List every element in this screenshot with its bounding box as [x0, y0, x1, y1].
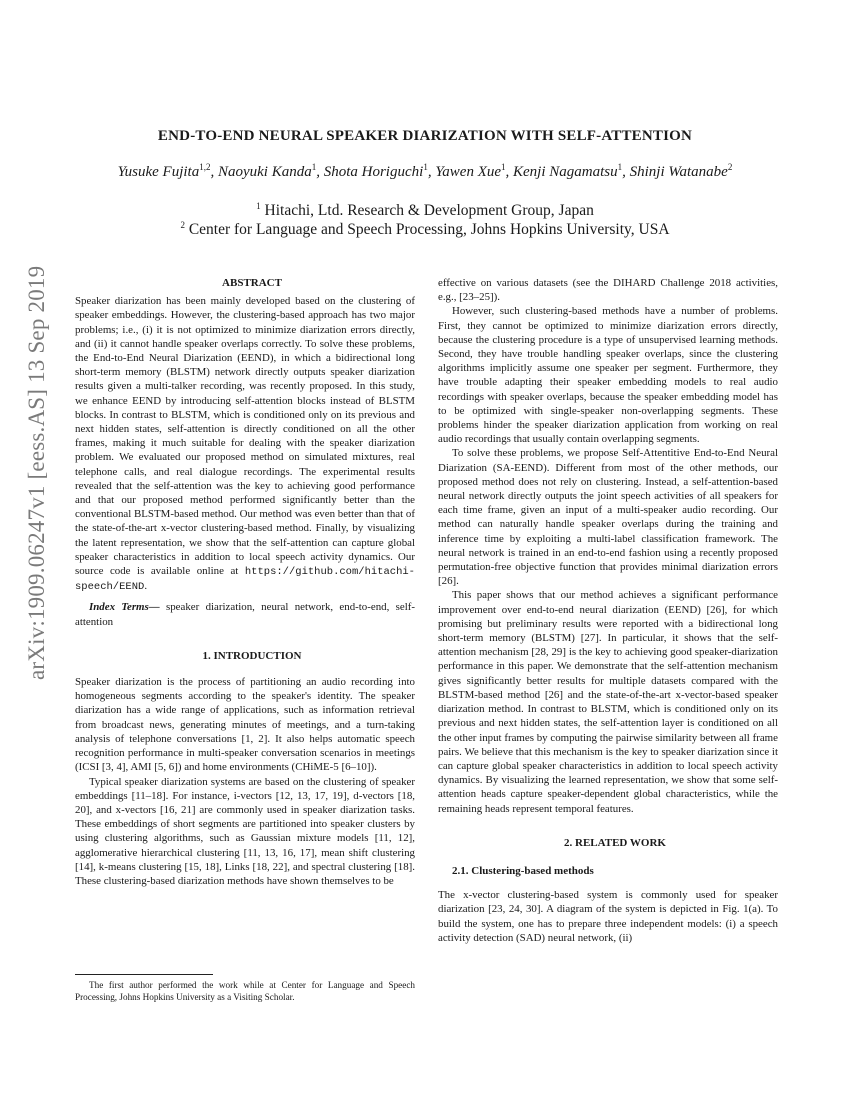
author-name: Shinji Watanabe: [629, 164, 728, 180]
affiliation-mark: 2: [180, 220, 185, 230]
author-affiliation-mark: 1: [501, 162, 506, 172]
source-code-link[interactable]: https://github.com/hitachi-speech/EEND: [75, 566, 415, 594]
related-work-paragraph: The x-vector clustering-based system is commonly used for speaker diarization [23, 24, 30]. A diagram of the system is depicted in Fig. 1(a). To build the system, one has to prepare three independent models: (i) a speech activity detection (SAD) neural network, (ii): [438, 889, 778, 944]
index-terms-label: Index Terms—: [89, 601, 160, 614]
footnote-rule: [75, 974, 213, 975]
index-terms-text: speaker diarization, neural network, end-to-end, self-attention: [75, 601, 415, 628]
body-paragraph: effective on various datasets (see the DIHARD Challenge 2018 activities, e.g., [23–25]).: [438, 277, 778, 304]
intro-paragraph: Typical speaker diarization systems are based on the clustering of speaker embeddings [11–18]. For instance, i-vectors [12, 13, 17, 19], d-vectors [18, 20], and x-vectors [16, 21] are commonly used in speaker diarization tasks. These embeddings of short segments are partitioned into speaker clusters by using clustering algorithms, such as Gaussian mixture models [11, 12], agglomerative hierarchical clustering [11, 13, 16, 17], mean shift clustering [14], k-means clustering [15, 18], Links [18, 22], and spectral clustering [18]. These clustering-based diarization methods have shown themselves to be: [75, 775, 415, 887]
affiliation-text: Hitachi, Ltd. Research & Development Group, Japan: [264, 202, 594, 219]
affiliation-text: Center for Language and Speech Processing, Johns Hopkins University, USA: [188, 221, 670, 238]
paper-title: END-TO-END NEURAL SPEAKER DIARIZATION WITH SELF-ATTENTION: [157, 128, 693, 144]
affiliation-2: [0, 221, 850, 239]
body-paragraph: To solve these problems, we propose Self-Attentitive End-to-End Neural Diarization (SA-EEND). Different from most of the other methods, our proposed method does not rely on clustering. Instead, a self-attention-based neural network directly outputs the joint speech activities of all speakers for each time frame, given an input of a multi-speaker audio recording. Our method can naturally handle speaker overlaps during the training and inference time by exploiting a multi-label classification framework. The neural network is trained in an end-to-end fashion using a recently proposed permutation-free objective function that provides minimal diarization errors [26].: [438, 447, 778, 588]
author-affiliation-mark: 1: [311, 162, 317, 172]
author-affiliation-mark: 1: [617, 162, 623, 172]
body-paragraph: However, such clustering-based methods have a number of problems. First, they cannot be optimized to minimize diarization errors directly, because the clustering procedure is a type of unsupervised learning methods. Second, they have trouble handling speaker overlaps, since the clustering algorithms implicitly assume one speaker per segment. Furthermore, they have trouble adapting their speaker embedding models to real audio recordings with speaker overlaps, because the speaker embedding model has to be optimized with single-speaker non-overlapping segments. These problems hinder the speaker diarization application from working on real audio recordings that usually contain overlapping segments.: [438, 305, 778, 446]
introduction-heading: 1. INTRODUCTION: [202, 649, 302, 662]
author-name: Kenji Nagamatsu: [513, 164, 618, 180]
author-list: Yusuke Fujita$^{1,2}$, Naoyuki Kanda$^1$, Shota Horiguchi$^1$, Yawen Xue$^1$, Kenji Nagamatsu$^1$, Shinji Watanabe$^2$: [117, 162, 733, 180]
index-terms: [75, 600, 415, 628]
author-affiliation-mark: 2: [727, 162, 733, 172]
left-column: [75, 276, 415, 888]
body-paragraph: This paper shows that our method achieves a significant performance improvement over end-to-end neural diarization (EEND) [26], for which promising but preliminary results were reported with a bidirectional long short-term memory (BLSTM) [27]. In particular, it shows that the self-attention mechanism [28, 29] is the key to achieving good speaker-diarization performance in this paper. We demonstrate that the self-attention mechanism gives significantly better results for multiple datasets compared with the BLSTM-based method [26] and the state-of-the-art x-vector-based speaker diarization method. In contrast to BLSTM, which is conditioned only on its previous and next hidden states, the self-attention layer is conditioned on all the other input frames by computing the pairwise similarity between all frame pairs. We believe that this mechanism is the key to speaker diarization since it can capture global speaker characteristics in addition to local speech activity dynamics. By visualizing the learned representation, we show that some self-attention heads capture speaker-dependent global characteristics, while the remaining heads represent temporal features.: [438, 589, 778, 815]
clustering-subsection-heading: 2.1. Clustering-based methods: [452, 864, 594, 877]
intro-paragraph: Speaker diarization is the process of partitioning an audio recording into homogeneous segments according to the speaker's identity. The speaker diarization has a wide range of applications, such as information retrieval from broadcast news, generating minutes of meetings, and a turn-taking analysis of telephone conversations [1, 2]. It also helps automatic speech recognition performance in multi-speaker conversation scenarios in meetings (ICSI [3, 4], AMI [5, 6]) and home environments (CHiME-5 [6–10]).: [75, 676, 415, 774]
author-name: Naoyuki Kanda: [217, 164, 312, 180]
abstract-heading: ABSTRACT: [222, 277, 282, 289]
author-name: Shota Horiguchi: [323, 164, 424, 180]
abstract-body: Speaker diarization has been mainly developed based on the clustering of speaker embeddings. However, the clustering-based approach has two major problems; i.e., (i) it is not optimized to minimize diarization errors directly, and (ii) it cannot handle speaker overlaps correctly. To solve these problems, the End-to-End Neural Diarization (EEND), in which a bidirectional long short-term memory (BLSTM) network directly outputs speaker diarization results given a multi-talker recording, was recently proposed. In this study, we enhance EEND by introducing self-attention blocks instead of BLSTM blocks. In contrast to BLSTM, which is conditioned only on its previous and next hidden states, self-attention is directly conditioned on all the other frames, making it much suitable for dealing with the speaker diarization problem. We evaluated our proposed method on simulated mixtures, real telephone calls, and real dialogue recordings. The experimental results revealed that the self-attention was the key to achieving good performance and that our proposed method performed significantly better than the conventional BLSTM-based method. Our method was even better than that of the state-of-the-art x-vector clustering-based method. Finally, by visualizing the latent representation, we show that the self-attention can capture global speaker characteristics in addition to local speech activity dynamics. Our source code is available online at https://github.com/hitachi-speech/EEND.: [75, 295, 415, 594]
affiliation-1: [0, 202, 850, 220]
arxiv-identifier-stamp: arXiv:1909.06247v1 [eess.AS] 13 Sep 2019: [24, 265, 49, 680]
author-name: Yusuke Fujita: [117, 164, 200, 180]
right-column: [438, 276, 778, 945]
author-affiliation-mark: 1: [423, 162, 428, 172]
related-work-heading: 2. RELATED WORK: [564, 836, 666, 849]
affiliation-mark: 1: [256, 201, 261, 211]
footnote: The first author performed the work while at Center for Language and Speech Processing, Johns Hopkins University as a Visiting Scholar.: [75, 980, 415, 1002]
author-affiliation-mark: 1,2: [199, 162, 211, 172]
author-name: Yawen Xue: [435, 164, 502, 180]
